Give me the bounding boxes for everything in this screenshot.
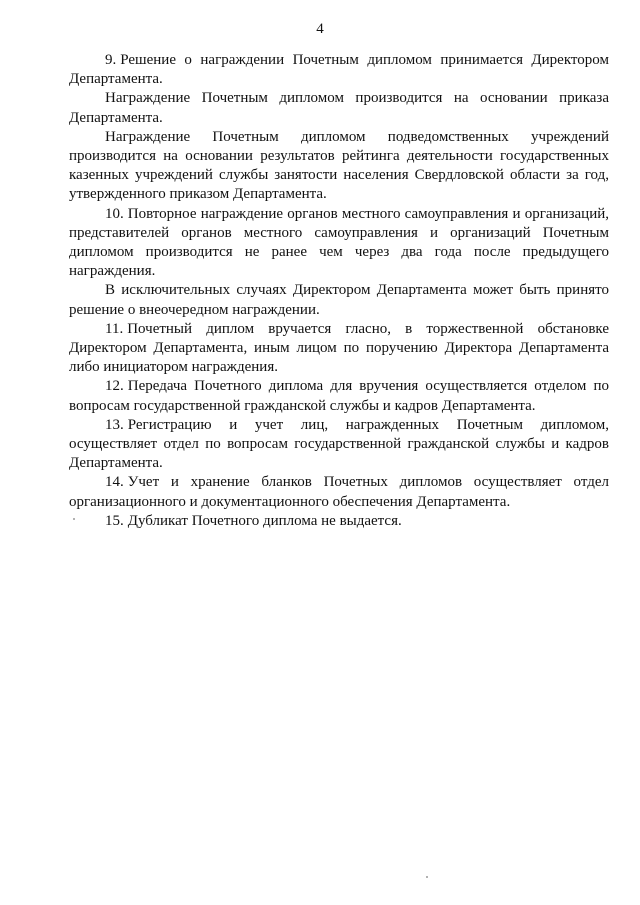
paragraph-number: 11. xyxy=(105,320,124,337)
paragraph-9 xyxy=(69,51,609,89)
scan-speck xyxy=(426,876,428,878)
paragraph-text: Регистрацию и учет лиц, награжденных Почетным дипломом, осуществляет отдел по вопросам государственной гражданской службы и кадров Департамента. xyxy=(69,416,609,472)
paragraph-text: Дубликат Почетного диплома не выдается. xyxy=(127,512,402,529)
paragraph-text: Решение о награждении Почетным дипломом принимается Директором Департамента. xyxy=(69,52,609,88)
paragraph-number: 10. xyxy=(105,205,124,222)
paragraph-text: Передача Почетного диплома для вручения осуществляется отделом по вопросам государственной гражданской службы и кадров Департамента. xyxy=(69,378,609,414)
paragraph-number: 13. xyxy=(105,416,124,433)
scan-speck xyxy=(73,518,75,520)
paragraph-text: Почетный диплом вручается гласно, в торжественной обстановке Директором Департамента, иным лицом по поручению Директора Департамента либо инициатором награждения. xyxy=(69,320,609,376)
paragraph-9-cont-1 xyxy=(69,89,609,127)
paragraph-number: 15. xyxy=(105,512,124,529)
paragraph-11 xyxy=(69,320,609,378)
paragraph-9-cont-2 xyxy=(69,128,609,205)
paragraph-text: Награждение Почетным дипломом подведомственных учреждений производится на основании результатов рейтинга деятельности государственных казенных учреждений службы занятости населения Свердловской области за год, утвержденного приказом Департамента. xyxy=(69,128,609,203)
paragraph-number: 12. xyxy=(105,378,124,395)
paragraph-14 xyxy=(69,473,609,511)
document-body xyxy=(69,51,609,531)
paragraph-number: 9. xyxy=(105,52,117,68)
paragraph-number: 14. xyxy=(105,474,124,491)
paragraph-15 xyxy=(69,512,609,531)
paragraph-text: В исключительных случаях Директором Департамента может быть принято решение о внеочередном награждении. xyxy=(69,282,609,318)
paragraph-text: Учет и хранение бланков Почетных дипломов осуществляет отдел организационного и документационного обеспечения Департамента. xyxy=(69,474,609,510)
paragraph-10 xyxy=(69,205,609,282)
page-number: 4 xyxy=(316,21,324,37)
paragraph-12 xyxy=(69,377,609,415)
paragraph-13 xyxy=(69,416,609,474)
paragraph-text: Повторное награждение органов местного самоуправления и организаций, представителей органов местного самоуправления и организаций Почетным дипломом производится не ранее чем через два года после предыдущего награждения. xyxy=(69,205,609,280)
paragraph-text: Награждение Почетным дипломом производится на основании приказа Департамента. xyxy=(69,90,609,126)
paragraph-10-cont xyxy=(69,281,609,319)
